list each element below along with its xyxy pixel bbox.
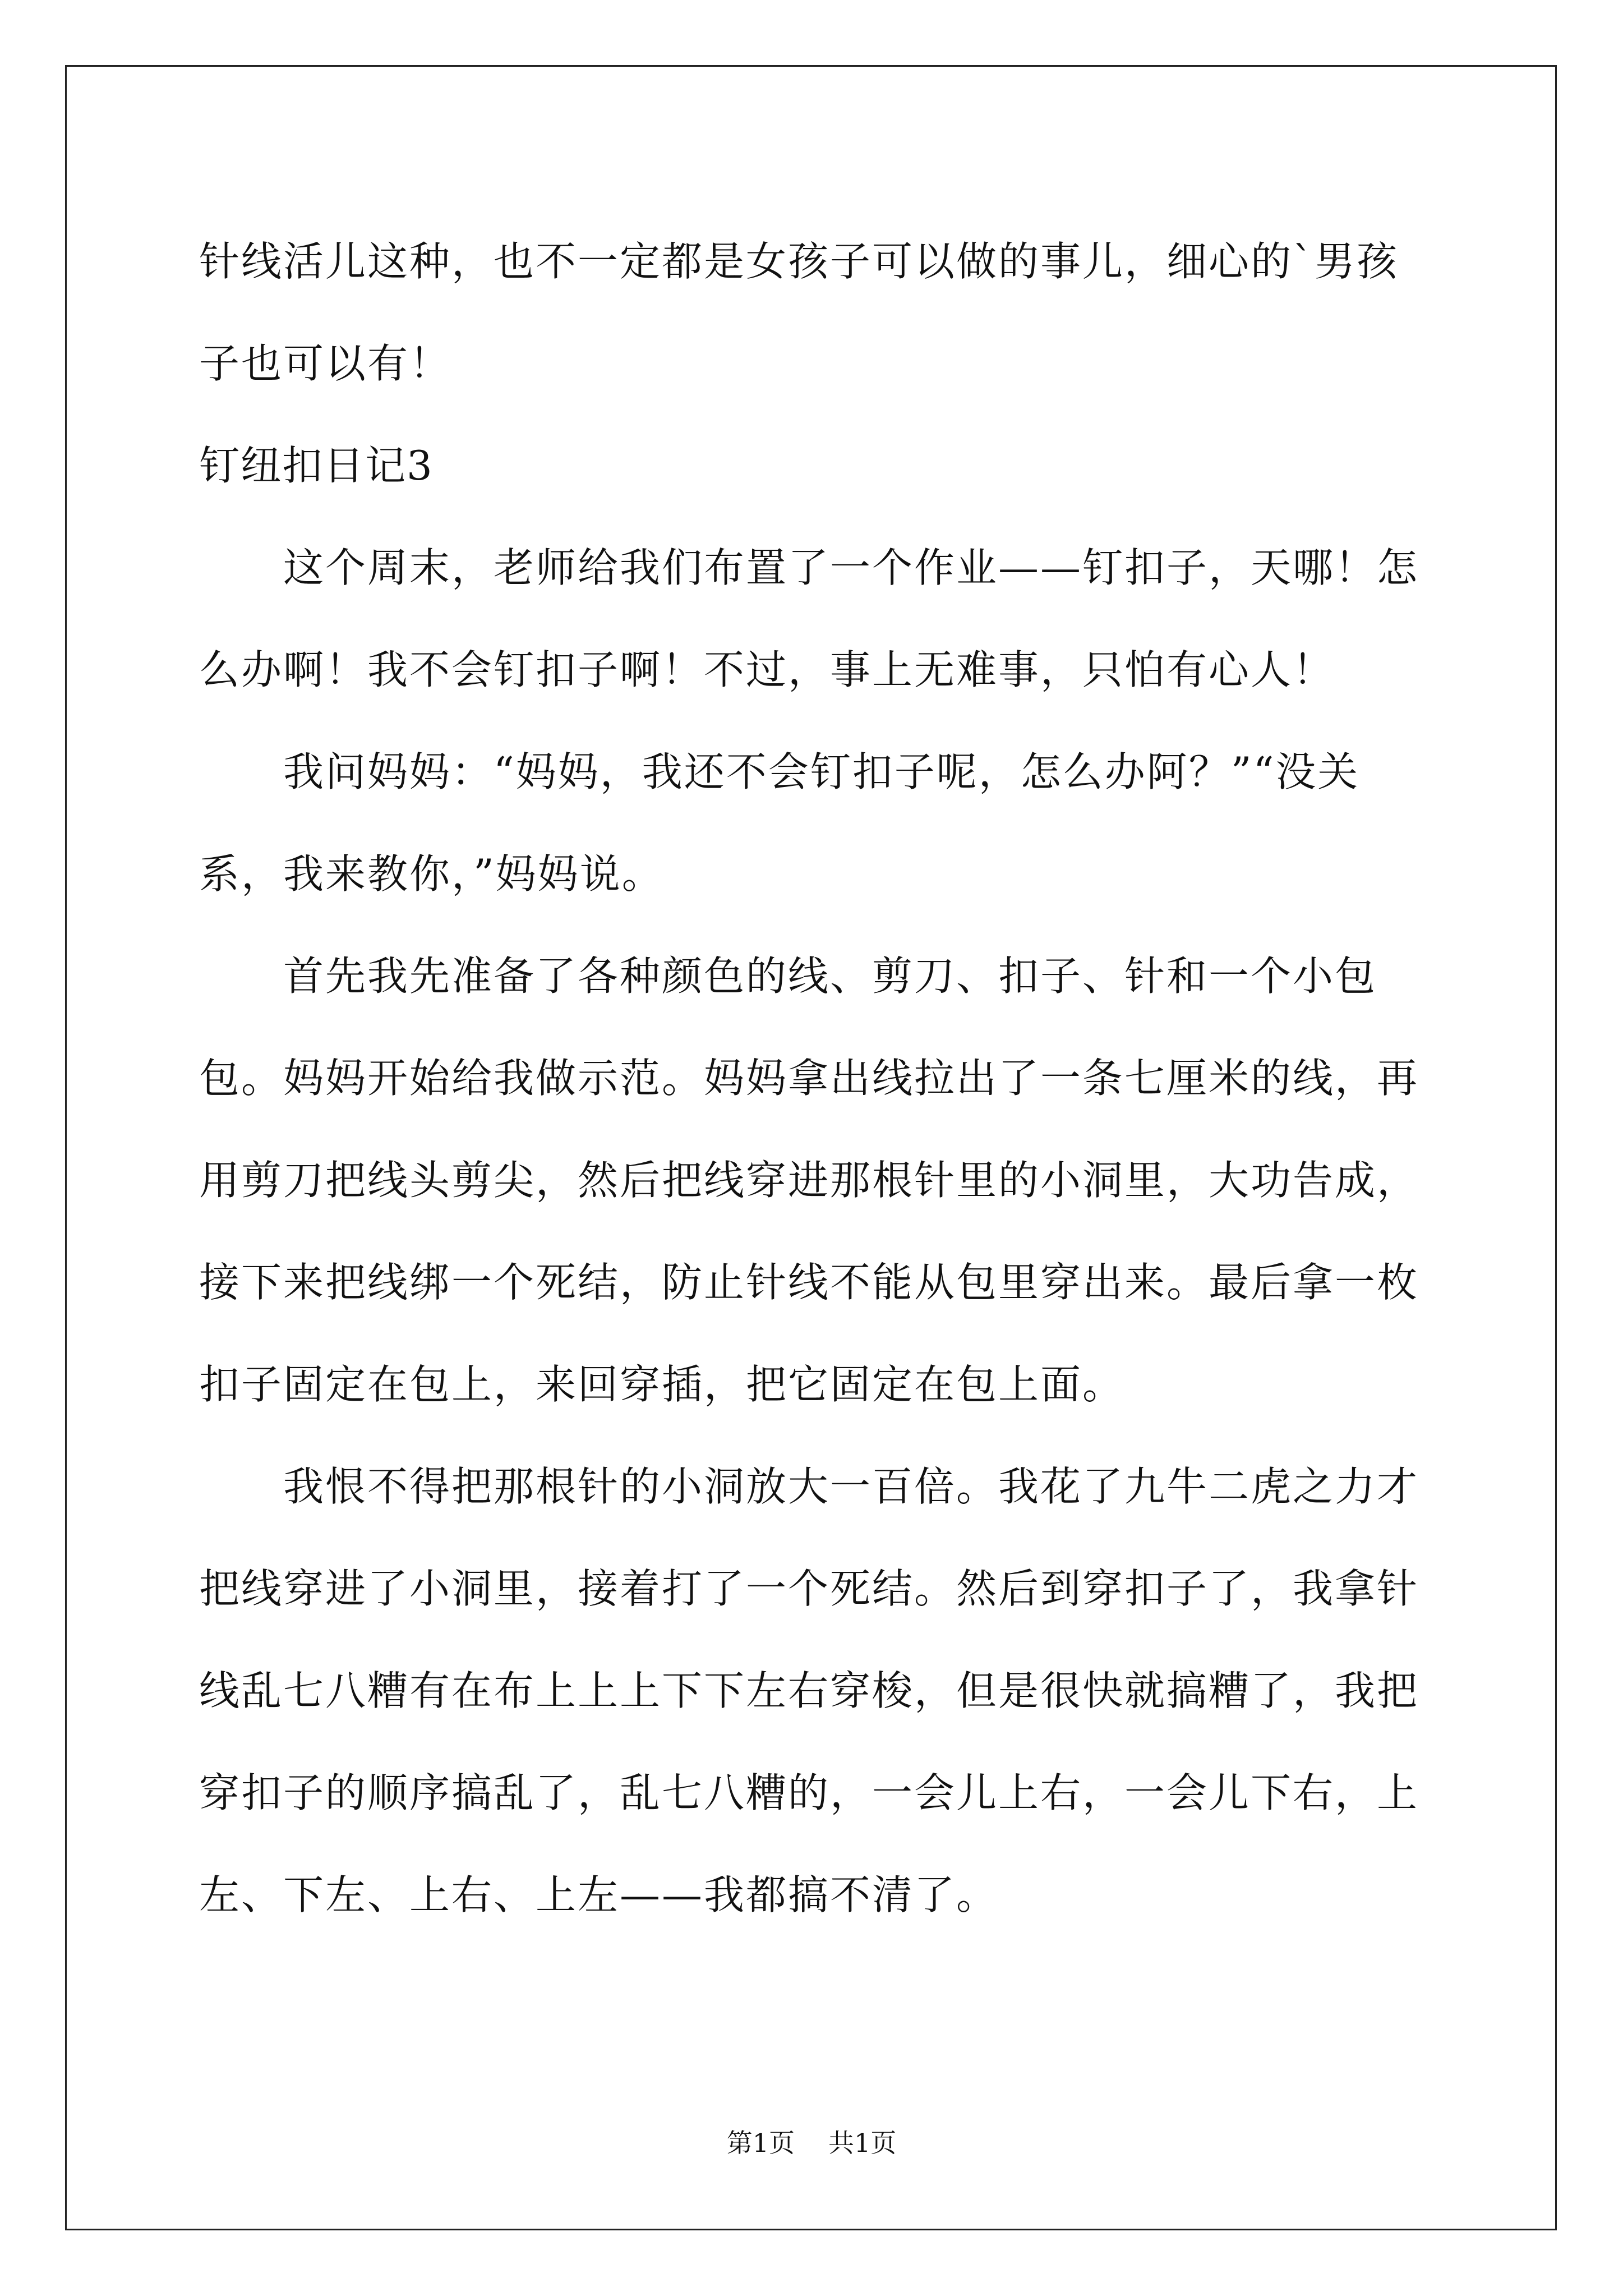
section-heading: 钉纽扣日记3 bbox=[199, 442, 434, 489]
page-total: 共1页 bbox=[828, 2128, 897, 2158]
page-number: 第1页 bbox=[726, 2128, 795, 2158]
paragraph: 我恨不得把那根针的小洞放大一百倍。我花了九牛二虎之力才把线穿进了小洞里，接着打了一个死结。然后到穿扣子了，我拿针线乱七八糟有在布上上上下下左右穿梭，但是很快就搞糟了，我把穿扣子的顺序搞乱了，乱七八糟的，一会儿上右，一会儿下右，上左、下左、上右、上左——我都搞不清了。 bbox=[199, 1463, 1419, 1918]
paragraph: 这个周末，老师给我们布置了一个作业——钉扣子，天哪！怎么办啊！我不会钉扣子啊！不过，事上无难事，只怕有心人！ bbox=[199, 544, 1419, 693]
paragraph: 我问妈妈：“妈妈，我还不会钉扣子呢，怎么办阿？”“没关系，我来教你，”妈妈说。 bbox=[199, 748, 1360, 898]
page-footer bbox=[0, 2126, 1623, 2160]
paragraph: 首先我先准备了各种颜色的线、剪刀、扣子、针和一个小包包。妈妈开始给我做示范。妈妈拿出线拉出了一条七厘米的线，再用剪刀把线头剪尖，然后把线穿进那根针里的小洞里，大功告成，接下来把线绑一个死结，防止针线不能从包里穿出来。最后拿一枚扣子固定在包上，来回穿插，把它固定在包上面。 bbox=[199, 953, 1419, 1408]
paragraph-continuation: 针线活儿这种，也不一定都是女孩子可以做的事儿，细心的`男孩子也可以有！ bbox=[199, 238, 1399, 387]
document-body bbox=[199, 210, 1422, 1946]
